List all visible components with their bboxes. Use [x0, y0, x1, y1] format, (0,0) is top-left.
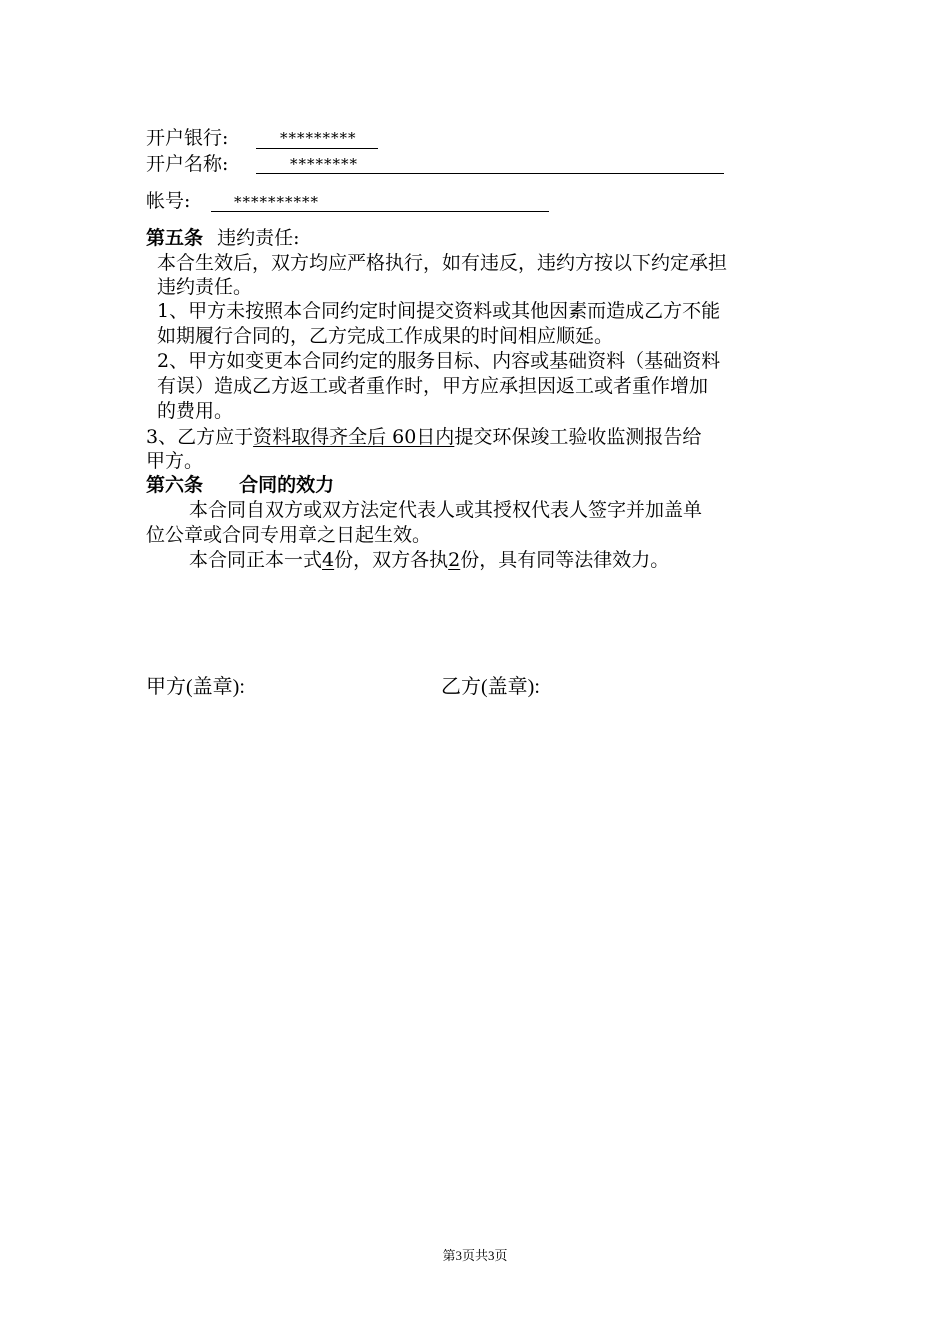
article6-copies-total: 4	[322, 549, 335, 571]
article5-line-2: 违约责任。	[157, 276, 253, 298]
article6-para2-mid: 份，双方各执	[334, 549, 449, 571]
article5-line-1: 本合生效后，双方均应严格执行，如有违反，违约方按以下约定承担	[157, 252, 728, 274]
article5-line-3: 1、甲方未按照本合同约定时间提交资料或其他因素而造成乙方不能	[157, 300, 721, 322]
article5-item3-suffix: 提交环保竣工验收监测报告给	[454, 426, 702, 448]
article5-item3-prefix: 3、乙方应于	[146, 426, 254, 448]
article5-line-5: 2、甲方如变更本合同约定的服务目标、内容或基础资料（基础资料	[157, 350, 721, 372]
page-footer: 第3页共3页	[442, 1248, 508, 1263]
bank-value: *********	[280, 129, 357, 147]
article6-heading	[146, 472, 334, 498]
account-number-underline	[211, 211, 549, 212]
article5-title: 违约责任:	[217, 227, 300, 249]
article5-item3-line2: 甲方。	[146, 450, 204, 472]
article6-copies-each: 2	[448, 549, 461, 571]
article5-item3-deadline: 资料取得齐全后 60日内	[253, 426, 455, 448]
article5-line-7: 的费用。	[157, 400, 234, 422]
account-number-label: 帐号:	[146, 190, 191, 212]
article6-para1-line2: 位公章或合同专用章之日起生效。	[146, 524, 432, 546]
article5-heading	[146, 225, 299, 251]
article5-number: 第五条	[146, 227, 204, 249]
article5-line-6: 有误）造成乙方返工或者重作时，甲方应承担因返工或者重作增加	[157, 375, 709, 397]
article5-item3	[146, 424, 701, 450]
article6-number: 第六条	[146, 474, 204, 496]
party-b-seal-label: 乙方(盖章):	[441, 676, 540, 698]
bank-underline	[256, 148, 378, 149]
article6-title: 合同的效力	[239, 474, 335, 496]
article6-para2-suffix: 份，具有同等法律效力。	[460, 549, 670, 571]
article5-line-4: 如期履行合同的，乙方完成工作成果的时间相应顺延。	[157, 325, 614, 347]
article6-para2-prefix: 本合同正本一式	[189, 549, 323, 571]
account-name-value: ********	[290, 155, 358, 173]
party-a-seal-label: 甲方(盖章):	[146, 676, 245, 698]
account-name-label: 开户名称:	[146, 153, 229, 175]
article6-para2	[189, 547, 669, 573]
account-number-value: **********	[234, 193, 319, 211]
account-name-underline	[256, 173, 724, 174]
bank-label: 开户银行:	[146, 127, 229, 149]
article6-para1-line1: 本合同自双方或双方法定代表人或其授权代表人签字并加盖单	[189, 499, 703, 521]
